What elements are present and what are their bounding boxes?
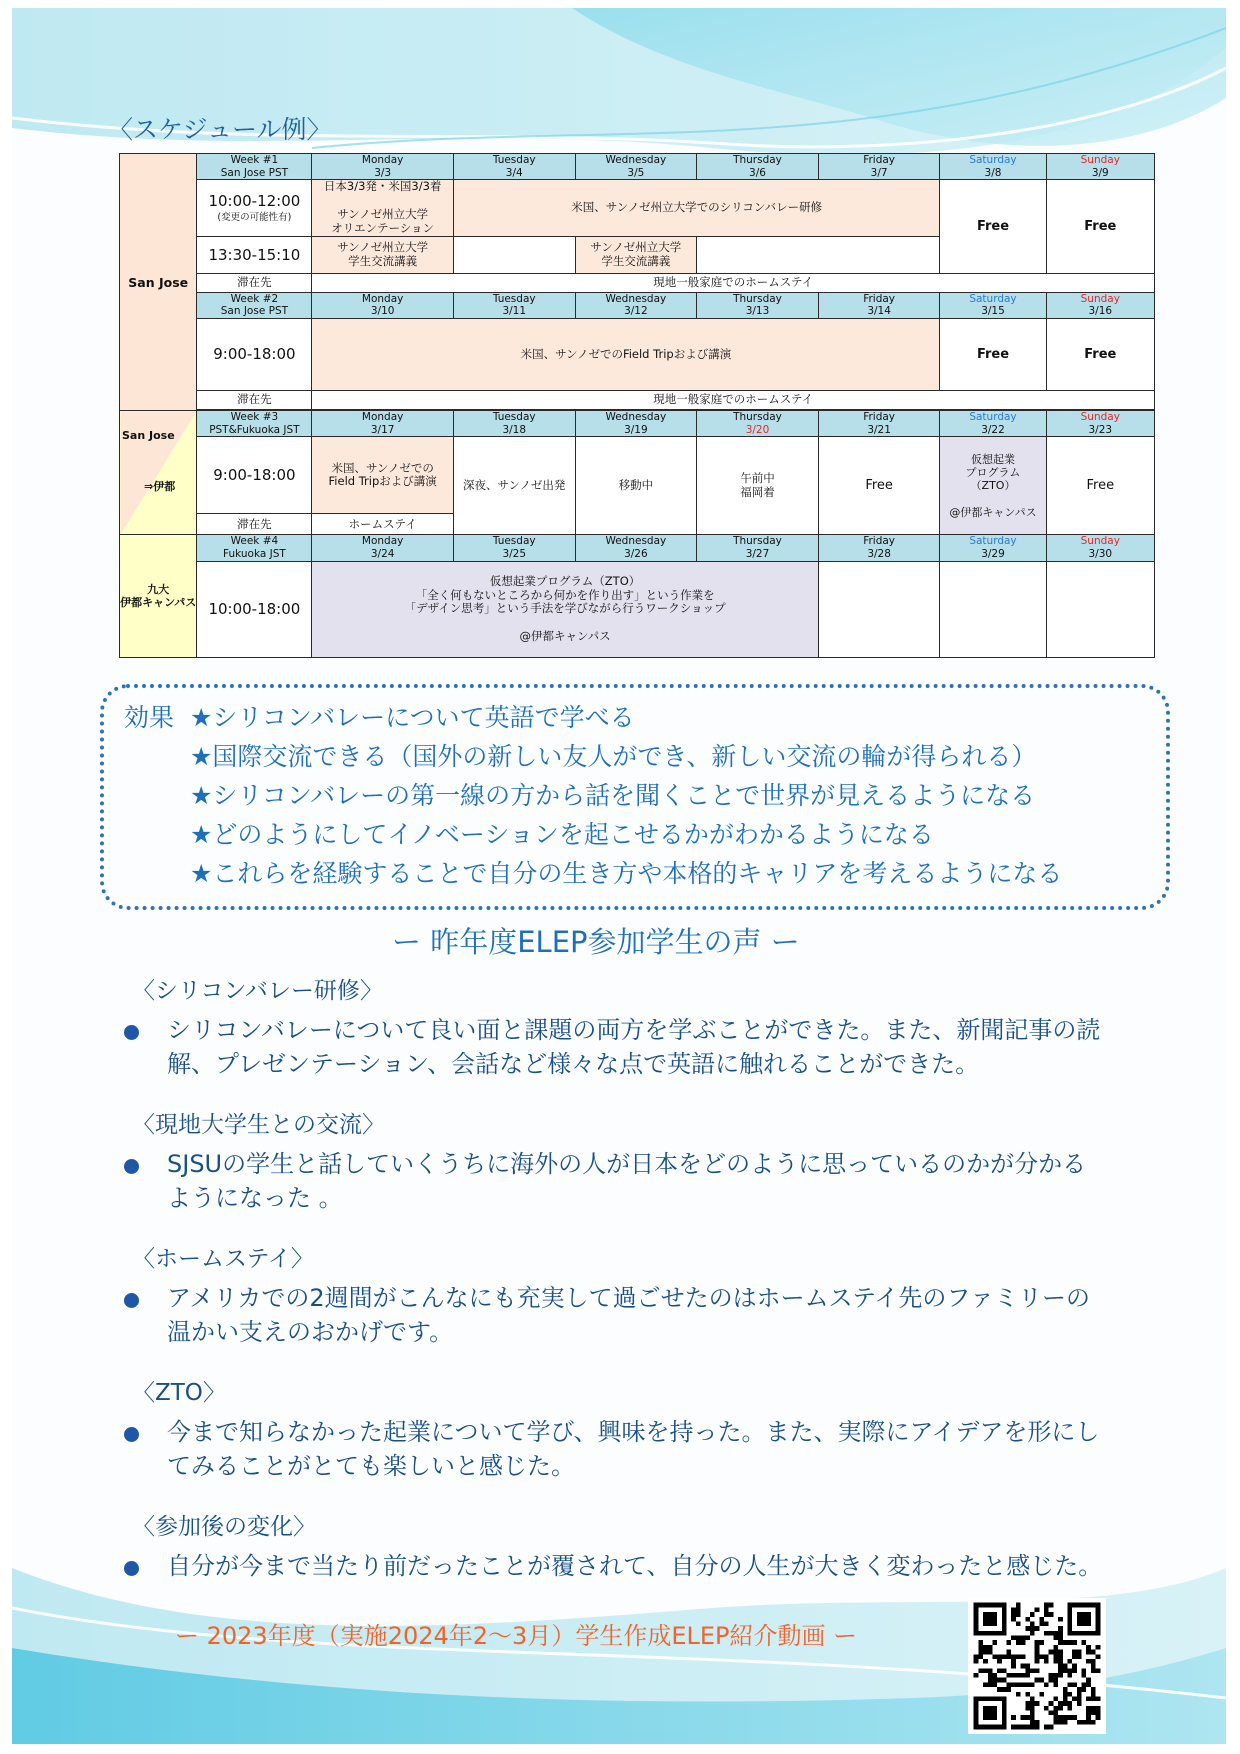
activity-cell: 米国、サンノゼでのField Tripおよび講演 <box>312 318 940 390</box>
day-header-saturday: Saturday 3/15 <box>940 292 1046 318</box>
flyer-page <box>12 8 1226 1744</box>
day-header: Wednesday 3/26 <box>575 535 697 561</box>
empty-cell <box>697 236 940 273</box>
empty-cell <box>1046 561 1154 657</box>
week-label: Week #3 PST&Fukuoka JST <box>197 411 312 437</box>
time-cell: 13:30-15:10 <box>197 236 312 273</box>
activity-cell: 米国、サンノゼでの Field Tripおよび講演 <box>312 437 454 514</box>
activity-cell: 移動中 <box>575 437 697 535</box>
day-header: Thursday 3/13 <box>697 292 819 318</box>
day-header-sunday: Sunday 3/30 <box>1046 535 1154 561</box>
activity-cell: 午前中 福岡着 <box>697 437 819 535</box>
bullet-icon <box>124 1427 139 1442</box>
time-cell: 10:00-12:00 (変更の可能性有) <box>197 180 312 236</box>
time-cell: 10:00-18:00 <box>197 561 312 657</box>
activity-cell: サンノゼ州立大学 学生交流講義 <box>312 236 454 273</box>
day-header: Wednesday 3/5 <box>575 154 697 180</box>
bullet-icon <box>124 1293 139 1308</box>
day-header-sunday: Sunday 3/16 <box>1046 292 1154 318</box>
voice-text: 今まで知らなかった起業について学び、興味を持った。また、実際にアイデアを形にし てみることがとても楽しいと感じた。 <box>167 1418 1100 1480</box>
effects-label: 効果 <box>124 703 175 732</box>
stay-label: 滞在先 <box>197 391 312 410</box>
effect-item: ★どのようにしてイノベーションを起こせるかがわかるようになる <box>190 820 934 849</box>
day-header-saturday: Saturday 3/22 <box>940 411 1046 437</box>
zto-cell: 仮想起業 プログラム （ZTO） @伊都キャンパス <box>940 437 1046 535</box>
day-header: Thursday 3/27 <box>697 535 819 561</box>
day-header: Friday 3/7 <box>818 154 940 180</box>
free-cell: Free <box>940 318 1046 390</box>
empty-cell <box>818 561 940 657</box>
activity-cell: 日本3/3発・米国3/3着 サンノゼ州立大学 オリエンテーション <box>312 180 454 236</box>
promo-video-caption: ー 2023年度（実施2024年2～3月）学生作成ELEP紹介動画 ー <box>175 1622 858 1650</box>
stay-cell: 現地一般家庭でのホームステイ <box>312 273 1155 292</box>
day-header: Wednesday 3/12 <box>575 292 697 318</box>
activity-cell: サンノゼ州立大学 学生交流講義 <box>575 236 697 273</box>
location-san-jose: San Jose <box>120 154 197 411</box>
stay-label: 滞在先 <box>197 514 312 535</box>
voice-heading: 〈ZTO〉 <box>132 1380 226 1406</box>
day-header: Monday 3/10 <box>312 292 454 318</box>
stay-cell: 現地一般家庭でのホームステイ <box>312 391 1155 410</box>
day-header: Thursday 3/20 <box>697 411 819 437</box>
voices-title: ー 昨年度ELEP参加学生の声 ー <box>392 925 800 959</box>
week2-activity-row <box>120 318 1155 390</box>
week1-stay-row <box>120 273 1155 292</box>
day-header: Monday 3/24 <box>312 535 454 561</box>
voice-heading: 〈シリコンバレー研修〉 <box>132 978 383 1004</box>
effect-item: ★シリコンバレーの第一線の方から話を聞くことで世界が見えるようになる <box>190 781 1036 810</box>
activity-cell: 深夜、サンノゼ出発 <box>453 437 575 535</box>
voice-text: 自分が今まで当たり前だったことが覆されて、自分の人生が大きく変わったと感じた。 <box>167 1552 1103 1580</box>
day-header-saturday: Saturday 3/29 <box>940 535 1046 561</box>
voice-text: アメリカでの2週間がこんなにも充実して過ごせたのはホームステイ先のファミリーの 温かい支えのおかげです。 <box>167 1284 1090 1346</box>
effect-item: ★シリコンバレーについて英語で学べる <box>190 703 635 732</box>
voice-text: SJSUの学生と話していくうちに海外の人が日本をどのように思っているのかが分かる ようになった 。 <box>167 1150 1087 1212</box>
week-label: Week #2 San Jose PST <box>197 292 312 318</box>
day-header-sunday: Sunday 3/23 <box>1046 411 1154 437</box>
day-header: Monday 3/17 <box>312 411 454 437</box>
bullet-icon <box>124 1025 139 1040</box>
bullet-icon <box>124 1159 139 1174</box>
effect-item: ★国際交流できる（国外の新しい友人ができ、新しい交流の輪が得られる） <box>190 742 1037 771</box>
voice-heading: 〈ホームステイ〉 <box>132 1246 314 1272</box>
bullet-icon <box>124 1561 139 1576</box>
day-header: Tuesday 3/4 <box>453 154 575 180</box>
week4-activity-row <box>120 561 1155 657</box>
voice-heading: 〈参加後の変化〉 <box>132 1514 316 1540</box>
qr-code[interactable] <box>968 1598 1106 1734</box>
qr-code-icon <box>968 1598 1106 1734</box>
week1-header-row <box>120 154 1155 180</box>
week3-header-row <box>120 411 1155 437</box>
week4-header-row <box>120 535 1155 561</box>
week3-activity-row <box>120 437 1155 514</box>
stay-cell: ホームステイ <box>312 514 454 535</box>
time-cell: 9:00-18:00 <box>197 437 312 514</box>
activity-cell: 米国、サンノゼ州立大学でのシリコンバレー研修 <box>453 180 940 236</box>
voice-text: シリコンバレーについて良い面と課題の両方を学ぶことができた。また、新聞記事の読 解、プレゼンテーション、会話など様々な点で英語に触れることができた。 <box>167 1016 1101 1078</box>
day-header: Friday 3/28 <box>818 535 940 561</box>
week-label: Week #1 San Jose PST <box>197 154 312 180</box>
schedule-title: 〈スケジュール例〉 <box>108 115 332 144</box>
day-header: Monday 3/3 <box>312 154 454 180</box>
empty-cell <box>453 236 575 273</box>
week2-stay-row <box>120 391 1155 410</box>
day-header: Tuesday 3/25 <box>453 535 575 561</box>
day-header-sunday: Sunday 3/9 <box>1046 154 1154 180</box>
day-header: Thursday 3/6 <box>697 154 819 180</box>
free-cell: Free <box>1046 318 1154 390</box>
week-label: Week #4 Fukuoka JST <box>197 535 312 561</box>
day-header: Friday 3/21 <box>818 411 940 437</box>
week1-am-row <box>120 180 1155 236</box>
day-header: Wednesday 3/19 <box>575 411 697 437</box>
free-cell: Free <box>940 180 1046 273</box>
schedule-table <box>119 153 1155 658</box>
day-header-saturday: Saturday 3/8 <box>940 154 1046 180</box>
week2-header-row <box>120 292 1155 318</box>
stay-label: 滞在先 <box>197 273 312 292</box>
effect-item: ★これらを経験することで自分の生き方や本格的キャリアを考えるようになる <box>190 859 1063 888</box>
location-kyudai-ito: 九大 伊都キャンパス <box>120 535 197 658</box>
day-header: Friday 3/14 <box>818 292 940 318</box>
empty-cell <box>940 561 1046 657</box>
day-header: Tuesday 3/11 <box>453 292 575 318</box>
time-cell: 9:00-18:00 <box>197 318 312 390</box>
free-cell: Free <box>818 437 940 535</box>
free-cell: Free <box>1046 437 1154 535</box>
location-san-jose-to-ito: San Jose ⇒伊都 <box>120 411 197 535</box>
voice-heading: 〈現地大学生との交流〉 <box>132 1112 385 1138</box>
free-cell: Free <box>1046 180 1154 273</box>
zto-cell: 仮想起業プログラム（ZTO） 「全く何もないところから何かを作り出す」という作業を 「デザイン思考」という手法を学びながら行うワークショップ @伊都キャンパス <box>312 561 818 657</box>
day-header: Tuesday 3/18 <box>453 411 575 437</box>
